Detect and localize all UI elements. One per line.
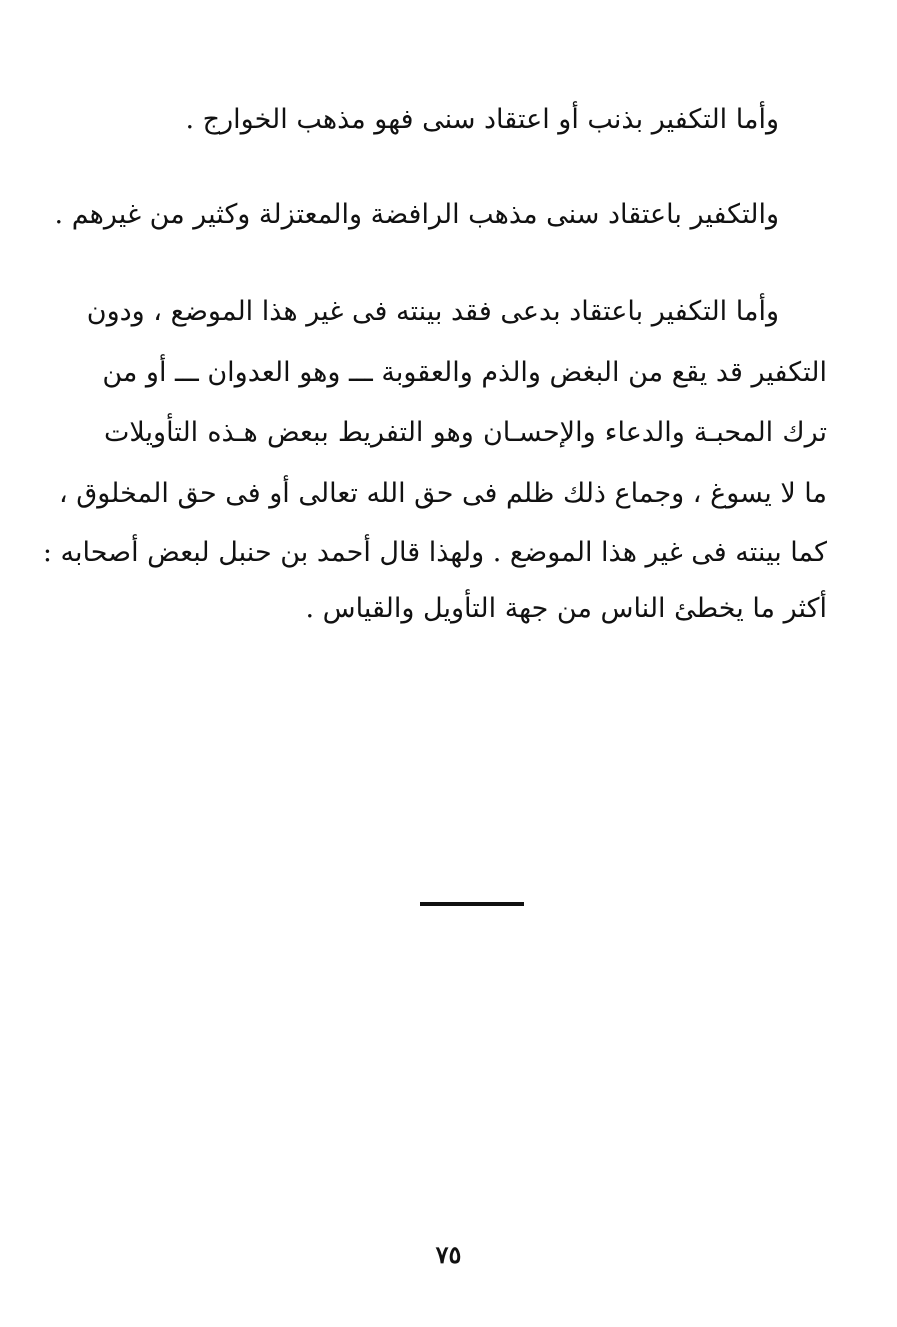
main-paragraph-line: التكفير قد يقع من البغض والذم والعقوبة ـــ وهو العدوان ـــ أو من <box>102 357 827 388</box>
paragraph-rafida-mutazila: والتكفير باعتقاد سنى مذهب الرافضة والمعتزلة وكثير من غيرهم . <box>54 199 779 230</box>
main-paragraph-line: كما بينته فى غير هذا الموضع . ولهذا قال أحمد بن حنبل لبعض أصحابه : <box>42 537 827 568</box>
paragraph-kharijites: وأما التكفير بذنب أو اعتقاد سنى فهو مذهب الخوارج . <box>185 104 779 135</box>
section-divider <box>420 902 524 906</box>
page-number: ٧٥ <box>435 1240 462 1269</box>
main-paragraph-line: ما لا يسوغ ، وجماع ذلك ظلم فى حق الله تعالى أو فى حق المخلوق ، <box>58 478 827 509</box>
main-paragraph-line: أكثر ما يخطئ الناس من جهة التأويل والقياس . <box>305 593 827 624</box>
main-paragraph-line: وأما التكفير باعتقاد بدعى فقد بينته فى غير هذا الموضع ، ودون <box>86 296 779 327</box>
main-paragraph-line: ترك المحبـة والدعاء والإحسـان وهو التفريط ببعض هـذه التأويلات <box>104 417 827 448</box>
